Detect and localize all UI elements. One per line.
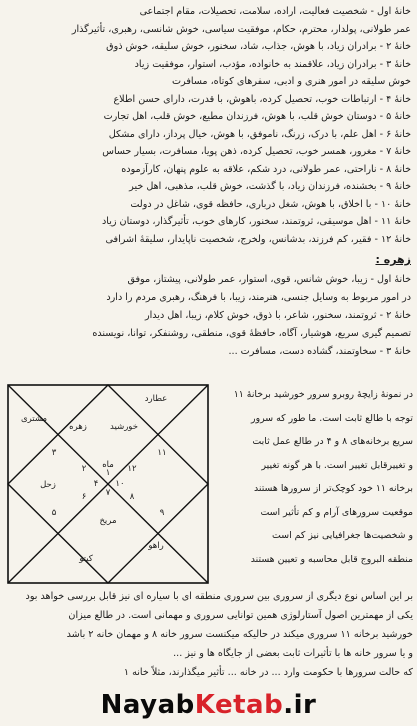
text-line: و یا سرور خانه ها با تأثیرات ثابت بعضی از جایگاه ها و نیز ... [173,648,413,659]
house-number: ۱۱ [157,448,167,458]
text-line: خورشید برخانه ۱۱ سروری میکند در حالیکه میکنست سرور خانه ۸ و مهمان خانه ۲ باشد [66,629,413,640]
planet-label: عطارد [144,394,168,404]
planet-label: خورشید [110,422,138,432]
text-line: خانهٔ ۳ - سخاوتمند، گشاده دست، مسافرت ... [228,346,411,357]
text-line: خانهٔ ۳ - برادران زیاد، علاقمند به خانواده، مؤدب، استوار، موفقیت زیاد [134,58,411,70]
planet-label: مریخ [99,516,117,526]
text-line: توجه با طالع ثابت است. ما طور که سرور [251,412,413,424]
house-number: ۳ [51,448,57,458]
text-line: در نمونهٔ زایچهٔ روبرو سرور خورشید برخانهٔ ۱۱ [233,389,413,400]
text-line: یکی از مهمترین اصول آستارلوژی همین توانایی سروری و مهمانی است. در طالع میزان [68,610,413,621]
text-line: خانهٔ ۱۲ - فقیر، کم فرزند، بدشانس، ولخرج، شخصیت ناپایدار، سلیقهٔ اشرافی [105,233,411,245]
text-line: منطقه البروج قابل محاسبه و تعیین هستند [250,553,413,565]
text-line: خانهٔ ۲ - برادران زیاد، با هوش، جذاب، شاد، سخنور، خوش سلیقه، خوش ذوق [106,41,411,52]
watermark-logo [0,690,417,720]
text-line: خانهٔ ۱۱ - اهل موسیقی، ثروتمند، سخنور، کارهای خوب، تأثیرگذار، دوستان زیاد [102,216,411,227]
house-number: ۶ [81,492,87,502]
planet-label: زحل [40,480,56,490]
text-line: عمر طولانی، پولدار، محترم، حکام، موفقیت سیاسی، خوش شانسی، رهبری، تأثیرگذار [71,23,411,35]
planet-label: ماه [102,460,114,470]
text-line: خانهٔ ۹ - بخشنده، فرزندان زیاد، با گذشت، خوش قلب، مذهبی، اهل خیر [129,181,411,192]
text-line: خوش سلیقه در امور هنری و ادبی، سفرهای کوتاه، مسافرت [172,76,411,87]
text-line: و شخصیت‌ها جغرافیایی نیز کم است [272,530,413,541]
house-number: ۴ [93,479,99,489]
text-line: تصمیم گیری سریع، هوشیار، آگاه، حافظهٔ قوی، منطقی، روشنفکر، توانا، نویسنده [92,328,411,339]
text-line: سریع برخانه‌های ۸ و ۴ در طالع عمل ثابت [252,436,413,447]
text-line: بر این اساس نوع دیگری از سروری بین سروری منطقه ای با سیاره ای نیز قابل بررسی خواهد بود [25,591,413,602]
text-line: برخانه ۱۱ خود کوچک‌تر از سرورها هستند [253,483,413,494]
house-number: ۷ [105,488,111,498]
house-number: ۵ [51,508,57,518]
house-number: ۱ [105,468,111,478]
text-line: موقعیت سرورهای آرام و کم تأثیر است [260,506,413,518]
planet-label: زهره [69,422,87,432]
planet-label: راهو [148,541,164,551]
text-line: خانهٔ ۲ - ثروتمند، سخنور، شاعر، با ذوق، خوش کلام، زیبا، اهل دیدار [144,310,411,321]
text-line: خانهٔ اول - زیبا، خوش شانس، قوی، استوار، عمر طولانی، پیشتاز، موفق [127,274,411,285]
house-number: ۱۰ [115,479,125,489]
watermark-part: .ir [283,690,317,720]
house-number: ۱۲ [127,464,137,474]
planet-label: مشتری [20,414,48,424]
text-line: خانهٔ ۱۰ - با اخلاق، با هوش، شغل درباری، حافظه قوی، شاغل در دولت [130,198,411,210]
section-heading: زهره : [375,253,411,266]
text-line: خانهٔ ۸ - ناراحتی، عمر طولانی، درد شکم، علاقه به علوم پنهان، کارآزموده [121,163,411,175]
text-line: خانهٔ ۴ - ارتباطات خوب، تحصیل کرده، باهوش، با قدرت، دارای حسن اطلاع [113,93,411,105]
text-line: و تغییرقابل تغییر است. با هر گونه تغییر [261,459,413,471]
house-number: ۸ [129,492,135,502]
text-line: که حالت سرورها با حکومت وارد ... در خانه ... تأثیر میگذارند، مثلاً خانه ۱ [123,667,413,678]
house-number: ۹ [159,508,165,518]
watermark-part: Nayab [100,690,195,720]
text-line: در امور مربوط به وسایل جنسی، هنرمند، زیبا، با فرهنگ، رهبری مردم را دارد [106,292,411,303]
text-line: خانهٔ اول - شخصیت فعالیت، اراده، سلامت، تحصیلات، مقام اجتماعی [139,6,411,17]
house-number: ۲ [81,464,87,474]
watermark-part: Ketab [194,690,284,720]
text-line: خانهٔ ۷ - مغرور، همسر خوب، تحصیل کرده، ذهن پویا، مسافرت، بسیار حساس [102,146,411,157]
text-line: خانهٔ ۵ - دوستان خوش قلب، با هوش، فرزندان مطیع، خوش قلب، اهل تجارت [103,111,411,122]
text-line: خانهٔ ۶ - اهل علم، با درک، زرنگ، ناموفق، با هوش، خیال پرداز، دارای مشکل [108,128,411,140]
birth-chart [6,383,212,587]
planet-label: کیتو [79,554,93,564]
